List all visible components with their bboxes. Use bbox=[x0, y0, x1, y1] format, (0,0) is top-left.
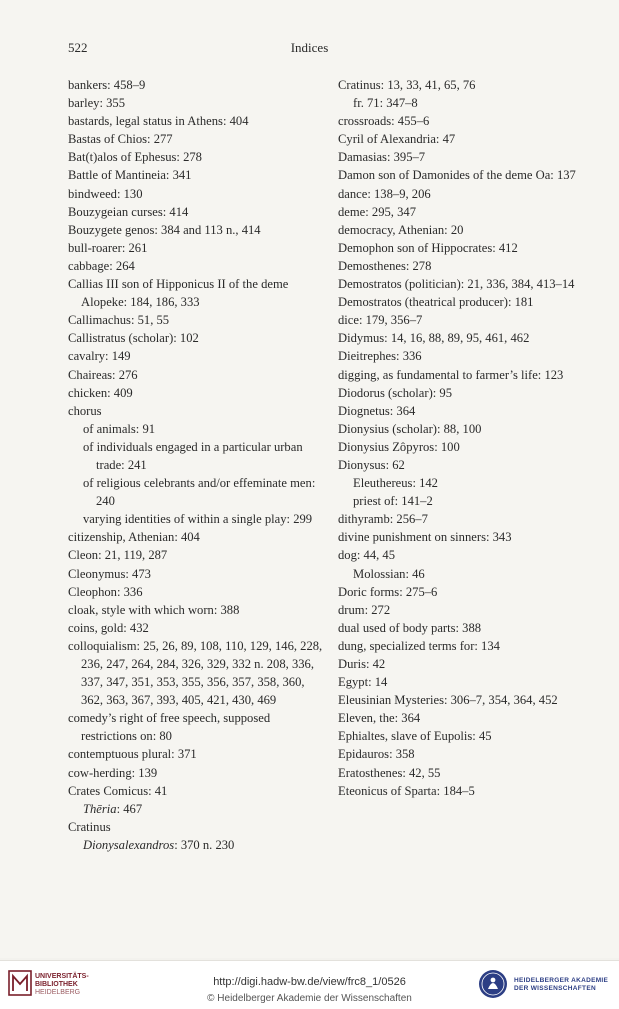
index-entry: drum: 272 bbox=[338, 602, 391, 617]
index-subentry: fr. 71: 347–8 bbox=[353, 96, 418, 111]
index-entry: chorus bbox=[68, 403, 102, 418]
hadw-logo[interactable] bbox=[478, 969, 614, 1001]
index-entry: bankers: 458–9 bbox=[68, 78, 146, 92]
index-entry: coins, gold: 432 bbox=[68, 620, 149, 635]
academy-seal-icon bbox=[478, 969, 508, 999]
index-entry: dance: 138–9, 206 bbox=[338, 186, 431, 201]
index-entry: dithyramb: 256–7 bbox=[338, 512, 428, 527]
index-entry: crossroads: 455–6 bbox=[338, 114, 430, 129]
index-entry: Battle of Mantineia: 341 bbox=[68, 168, 192, 183]
page-references: : 370 n. 230 bbox=[174, 837, 235, 852]
index-entry: Dionysus: 62 bbox=[338, 457, 405, 472]
index-entry: Duris: 42 bbox=[338, 657, 386, 671]
index-entry: dog: 44, 45 bbox=[338, 548, 396, 563]
index-entry: Cleon: 21, 119, 287 bbox=[68, 548, 168, 563]
index-entry: bindweed: 130 bbox=[68, 186, 143, 201]
index-entry: Eleusinian Mysteries: 306–7, 354, 364, 452 bbox=[338, 693, 558, 708]
permalink-url[interactable]: http://digi.hadw-bw.de/view/frc8_1/0526 bbox=[213, 976, 406, 988]
index-subentry: Molossian: 46 bbox=[353, 566, 425, 581]
index-entry: Cratinus bbox=[68, 819, 111, 834]
index-entry: digging, as fundamental to farmer’s life: 123 bbox=[338, 367, 564, 382]
index-subentry: of religious celebrants and/or effeminate men: 240 bbox=[83, 476, 316, 509]
index-entry: Cratinus: 13, 33, 41, 65, 76 bbox=[338, 78, 476, 92]
ub-logo-line: BIBLIOTHEK bbox=[35, 981, 78, 988]
index-entry: Diodorus (scholar): 95 bbox=[338, 385, 453, 400]
index-entry: contemptuous plural: 371 bbox=[68, 747, 197, 762]
index-entry: Damasias: 395–7 bbox=[338, 150, 426, 165]
index-entry: Bouzygeian curses: 414 bbox=[68, 204, 189, 219]
index-entry: Crates Comicus: 41 bbox=[68, 783, 168, 798]
index-entry: Dionysius Zôpyros: 100 bbox=[338, 439, 460, 454]
index-entry: divine punishment on sinners: 343 bbox=[338, 530, 512, 545]
running-head: Indices bbox=[290, 40, 329, 55]
index-entry: barley: 355 bbox=[68, 96, 126, 111]
index-entry: Egypt: 14 bbox=[338, 675, 388, 690]
index-entry: cabbage: 264 bbox=[68, 258, 135, 273]
index-entry: colloquialism: 25, 26, 89, 108, 110, 129, 146, 228, 236, 247, 264, 284, 326, 329, 332 n. 208, 336, 337, 347, 351, 353, 355, 356, 357, 358, 360, 362, 363, 367, 393, 405, 421, 430, 469 bbox=[68, 638, 323, 708]
index-subentry: of animals: 91 bbox=[83, 421, 156, 436]
index-subentry: priest of: 141–2 bbox=[353, 494, 433, 509]
ub-logo-line: UNIVERSITÄTS- bbox=[35, 973, 89, 980]
index-entry: democracy, Athenian: 20 bbox=[338, 222, 464, 237]
hadw-logo-line: DER WISSENSCHAFTEN bbox=[514, 985, 596, 992]
index-entry: Callistratus (scholar): 102 bbox=[68, 331, 199, 346]
index-entry: Bouzygete genos: 384 and 113 n., 414 bbox=[68, 222, 261, 237]
index-entry: chicken: 409 bbox=[68, 385, 133, 400]
index-entry: Damon son of Damonides of the deme Oa: 137 bbox=[338, 168, 576, 183]
index-entry: Demostratos (politician): 21, 336, 384, 413–14 bbox=[338, 277, 575, 292]
index-entry: Callias III son of Hipponicus II of the deme Alopeke: 184, 186, 333 bbox=[68, 277, 289, 310]
index-entry: Diognetus: 364 bbox=[338, 403, 416, 418]
index-subentry: of individuals engaged in a particular urban trade: 241 bbox=[83, 439, 303, 472]
hadw-logo-line: HEIDELBERGER AKADEMIE bbox=[514, 977, 609, 984]
index-entry: Bat(t)alos of Ephesus: 278 bbox=[68, 150, 202, 165]
index-entry: Dionysius (scholar): 88, 100 bbox=[338, 421, 482, 436]
index-entry: Eleven, the: 364 bbox=[338, 711, 421, 726]
index-entry: Cleonymus: 473 bbox=[68, 566, 151, 581]
index-entry: cavalry: 149 bbox=[68, 349, 131, 364]
copyright-notice: © Heidelberger Akademie der Wissenschaften bbox=[207, 993, 412, 1004]
index-entry: Doric forms: 275–6 bbox=[338, 584, 438, 599]
index-entry: Demophon son of Hippocrates: 412 bbox=[338, 240, 518, 255]
index-entry: bastards, legal status in Athens: 404 bbox=[68, 114, 249, 129]
index-entry: citizenship, Athenian: 404 bbox=[68, 530, 200, 545]
index-entry: Chaireas: 276 bbox=[68, 367, 138, 382]
index-entry: Cleophon: 336 bbox=[68, 584, 143, 599]
viewer-footer bbox=[0, 960, 619, 1009]
index-subentry bbox=[68, 836, 326, 854]
index-entry: Callimachus: 51, 55 bbox=[68, 313, 170, 328]
index-entry: cloak, style with which worn: 388 bbox=[68, 602, 240, 617]
index-column-right bbox=[338, 76, 588, 800]
index-entry: Eteonicus of Sparta: 184–5 bbox=[338, 783, 475, 798]
index-entry: Eratosthenes: 42, 55 bbox=[338, 765, 441, 780]
index-entry: comedy’s right of free speech, supposed restrictions on: 80 bbox=[68, 711, 271, 744]
index-entry: dung, specialized terms for: 134 bbox=[338, 638, 500, 653]
work-title: Thēria bbox=[83, 801, 117, 816]
index-column-left bbox=[68, 76, 326, 854]
index-subentry bbox=[68, 800, 326, 818]
ub-logo-line: HEIDELBERG bbox=[35, 989, 81, 996]
index-entry: Demosthenes: 278 bbox=[338, 258, 432, 273]
work-title: Dionysalexandros bbox=[83, 837, 175, 852]
index-entry: Cyril of Alexandria: 47 bbox=[338, 132, 456, 147]
index-subentry: Eleuthereus: 142 bbox=[353, 476, 438, 491]
index-entry: bull-roarer: 261 bbox=[68, 240, 148, 255]
page-header bbox=[0, 37, 619, 57]
index-entry: Ephialtes, slave of Eupolis: 45 bbox=[338, 729, 492, 744]
index-entry: Demostratos (theatrical producer): 181 bbox=[338, 295, 534, 310]
index-subentry: varying identities of within a single play: 299 bbox=[83, 512, 313, 527]
index-entry: deme: 295, 347 bbox=[338, 204, 416, 219]
index-entry: Bastas of Chios: 277 bbox=[68, 132, 173, 147]
index-entry: dual used of body parts: 388 bbox=[338, 620, 482, 635]
index-entry: cow-herding: 139 bbox=[68, 765, 158, 780]
page-number: 522 bbox=[68, 40, 88, 55]
page-references: : 467 bbox=[116, 801, 143, 816]
index-entry: Dieitrephes: 336 bbox=[338, 349, 422, 364]
index-entry: dice: 179, 356–7 bbox=[338, 313, 423, 328]
index-entry: Epidauros: 358 bbox=[338, 747, 415, 762]
index-entry: Didymus: 14, 16, 88, 89, 95, 461, 462 bbox=[338, 331, 530, 346]
